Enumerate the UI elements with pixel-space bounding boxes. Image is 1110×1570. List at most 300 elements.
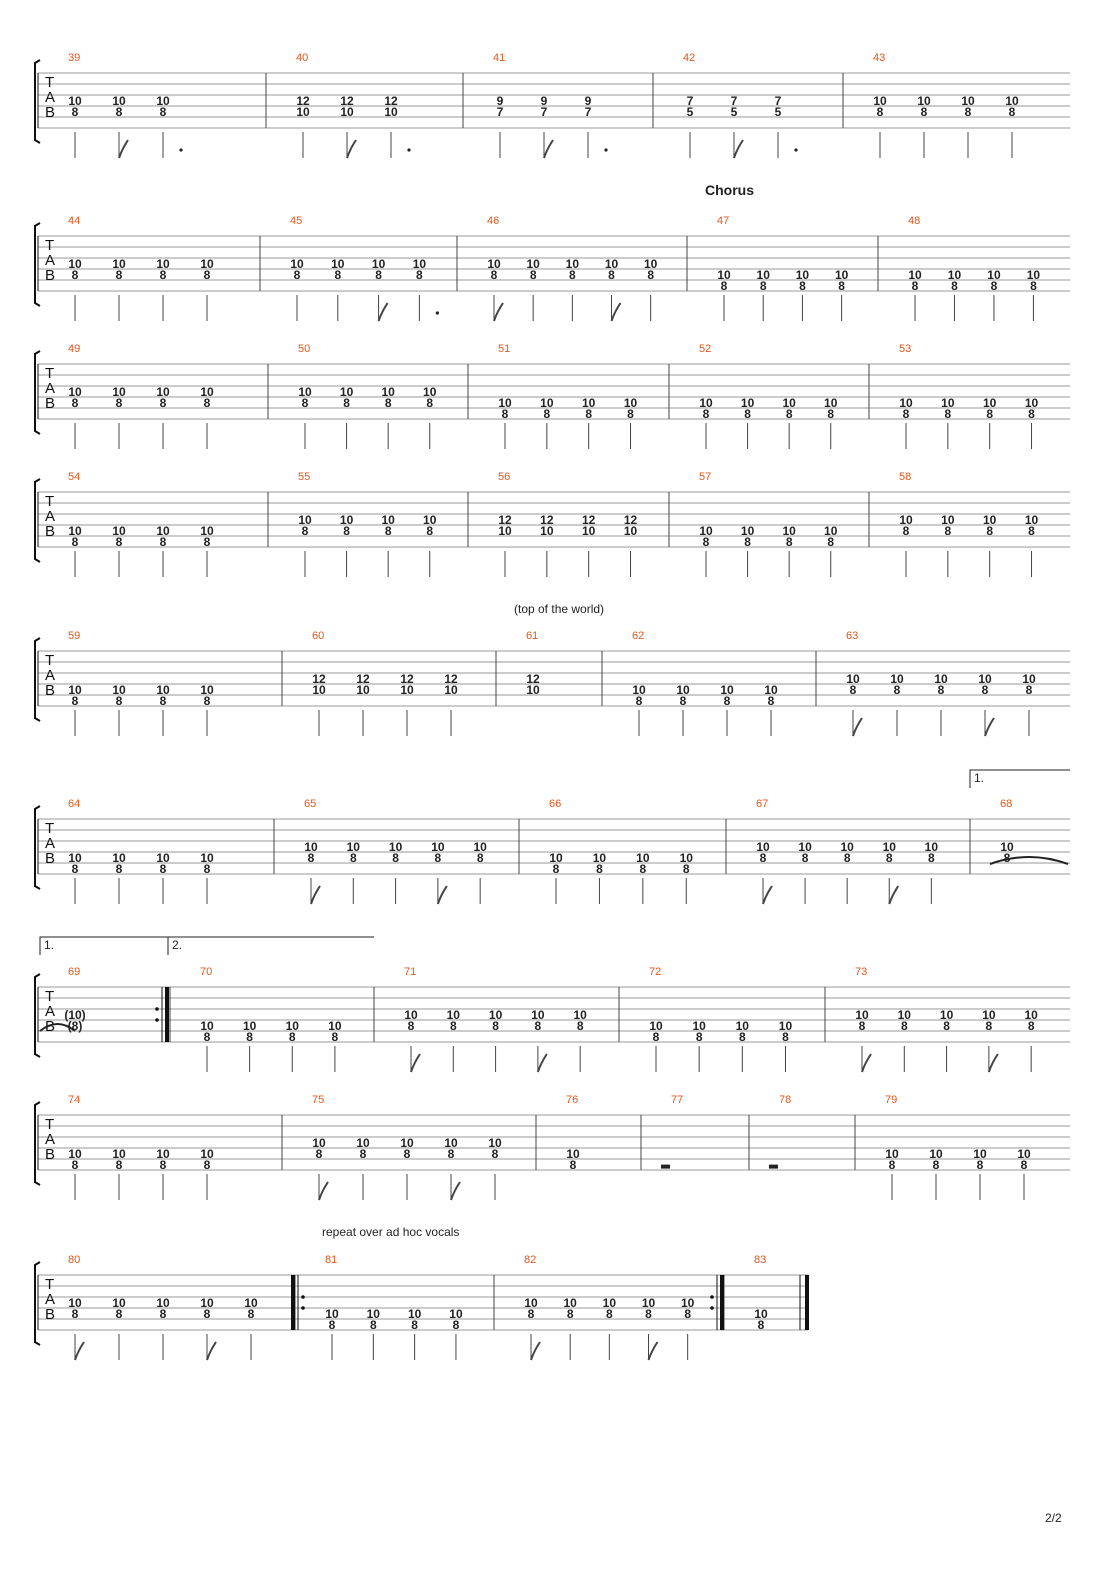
fret-number-upper: 12	[582, 512, 596, 527]
fret-number-lower: 8	[944, 523, 952, 538]
fret-number-upper: 12	[623, 512, 638, 527]
fret-number-lower: 8	[757, 1317, 765, 1332]
fret-number-lower: 8	[301, 395, 309, 410]
fret-number-lower: 8	[71, 534, 79, 549]
fret-number-upper: 10	[987, 267, 1001, 282]
fret-number-upper: 10	[298, 384, 312, 399]
fret-number-lower: 8	[552, 861, 560, 876]
fret-number-upper: 10	[524, 1295, 538, 1310]
fret-number-lower: 8	[627, 406, 634, 421]
measure-number: 53	[899, 343, 912, 355]
fret-number-upper: 10	[604, 256, 619, 271]
fret-number-upper: 7	[686, 93, 694, 108]
fret-number-lower: 8	[652, 1029, 660, 1044]
fret-number-upper: 10	[756, 839, 770, 854]
fret-number-lower: 8	[375, 267, 382, 282]
fret-number-upper: 10	[1024, 512, 1039, 527]
fret-number-lower: 8	[403, 1146, 411, 1161]
tab-clef-letter: T	[45, 237, 55, 254]
fret-number-lower: 10	[384, 104, 398, 119]
fret-number-lower: 10	[540, 523, 554, 538]
measure-number: 52	[699, 343, 712, 355]
tab-clef-letter: T	[45, 1116, 55, 1133]
fret-number-upper: 10	[431, 839, 445, 854]
eighth-flag	[985, 718, 994, 736]
measure-number: 42	[683, 52, 696, 64]
fret-number-upper: 10	[983, 512, 997, 527]
eighth-flag	[451, 1182, 460, 1200]
fret-number-upper: 10	[978, 671, 992, 686]
measure-number: 76	[566, 1094, 579, 1106]
fret-number-lower: 8	[888, 1157, 896, 1172]
fret-number-lower: 8	[944, 406, 952, 421]
eighth-flag	[379, 303, 388, 321]
fret-number-upper: 10	[563, 1295, 577, 1310]
fret-number-upper: 10	[939, 1007, 954, 1022]
staff-system	[35, 798, 1070, 904]
fret-number-upper: 10	[446, 1007, 460, 1022]
fret-number-upper: 10	[602, 1295, 617, 1310]
fret-number-upper: 10	[68, 1295, 82, 1310]
dot	[436, 311, 439, 314]
repeat-thick-bar	[165, 987, 169, 1042]
fret-number-upper: 10	[487, 256, 501, 271]
measure-number: 56	[498, 471, 511, 483]
staff-system	[35, 1094, 1070, 1200]
fret-number-upper: 10	[200, 256, 214, 271]
tab-clef-letter: B	[45, 267, 56, 284]
fret-number-lower: 8	[527, 1306, 535, 1321]
fret-number-lower: 8	[911, 278, 919, 293]
measure-number: 58	[899, 471, 912, 483]
fret-number-lower: 8	[759, 278, 767, 293]
fret-number-upper: 10	[1022, 671, 1036, 686]
fret-number-lower: 8	[902, 406, 910, 421]
eighth-flag	[531, 1342, 540, 1360]
tab-clef-letter: A	[45, 1003, 56, 1020]
fret-number-lower: (8)	[67, 1018, 83, 1033]
fret-number-upper: 10	[68, 256, 82, 271]
measure-number: 45	[290, 215, 303, 227]
measure-number: 39	[68, 52, 81, 64]
repeat-dot	[155, 1007, 159, 1011]
fret-number-lower: 8	[576, 1018, 584, 1033]
fret-number-lower: 8	[1003, 850, 1011, 865]
fret-number-lower: 8	[893, 682, 901, 697]
fret-number-upper: 10	[623, 395, 638, 410]
fret-number-lower: 8	[288, 1029, 296, 1044]
fret-number-lower: 8	[1020, 1157, 1028, 1172]
fret-number-lower: 8	[1028, 406, 1035, 421]
fret-number-upper: 10	[156, 1146, 170, 1161]
eighth-flag	[311, 886, 320, 904]
fret-number-lower: 8	[203, 395, 211, 410]
fret-number-upper: 10	[782, 395, 796, 410]
fret-number-lower: 8	[702, 534, 710, 549]
volta-label: 1.	[974, 771, 985, 785]
fret-number-upper: 10	[756, 267, 770, 282]
fret-number-upper: 10	[346, 839, 360, 854]
fret-number-lower: 8	[334, 267, 342, 282]
staff-system	[35, 52, 1070, 158]
fret-number-upper: 10	[632, 682, 646, 697]
measure-number: 68	[1000, 798, 1013, 810]
fret-number-upper: 10	[312, 1135, 326, 1150]
fret-number-lower: 8	[331, 1029, 339, 1044]
fret-number-upper: 10	[973, 1146, 987, 1161]
fret-number-lower: 8	[203, 693, 211, 708]
tab-clef-letter: T	[45, 493, 55, 510]
eighth-flag	[649, 1342, 658, 1360]
eighth-flag	[889, 886, 898, 904]
measure-number: 54	[68, 471, 81, 483]
fret-number-lower: 8	[246, 1029, 253, 1044]
fret-number-lower: 8	[543, 406, 551, 421]
fret-number-lower: 8	[115, 267, 123, 282]
fret-number-upper: 10	[339, 512, 354, 527]
fret-number-upper: 10	[156, 1295, 170, 1310]
fret-number-upper: 10	[699, 523, 713, 538]
fret-number-lower: 8	[159, 861, 167, 876]
tab-clef-letter: T	[45, 652, 55, 669]
fret-number-lower: 8	[203, 1306, 211, 1321]
fret-number-upper: 10	[778, 1018, 793, 1033]
fret-number-upper: 10	[200, 1018, 214, 1033]
fret-number-upper: 10	[498, 395, 512, 410]
fret-number-upper: 10	[488, 1135, 502, 1150]
fret-number-upper: 10	[982, 1007, 996, 1022]
measure-number: 77	[671, 1094, 684, 1106]
tab-clef-letter: A	[45, 252, 56, 269]
measure-number: 66	[549, 798, 562, 810]
fret-number-lower: 8	[1028, 523, 1035, 538]
fret-number-lower: 8	[71, 693, 79, 708]
fret-number-upper: 10	[473, 839, 487, 854]
fret-number-lower: 8	[849, 682, 857, 697]
fret-number-upper: 10	[540, 395, 554, 410]
measure-number: 55	[298, 471, 311, 483]
fret-number-lower: 8	[529, 267, 537, 282]
fret-number-lower: 8	[569, 1157, 577, 1172]
fret-number-upper: 10	[929, 1146, 943, 1161]
measure-number: 75	[312, 1094, 325, 1106]
measure-number: 51	[498, 343, 511, 355]
eighth-flag	[763, 886, 772, 904]
fret-number-lower: 8	[937, 682, 945, 697]
fret-number-lower: 8	[534, 1018, 542, 1033]
fret-number-lower: 8	[596, 861, 603, 876]
fret-number-upper: 10	[1024, 395, 1039, 410]
staff-system	[35, 343, 1070, 449]
fret-number-lower: 8	[159, 395, 167, 410]
fret-number-upper: 10	[400, 1135, 414, 1150]
fret-number-upper: 10	[156, 93, 170, 108]
volta-bracket	[40, 937, 168, 955]
measure-number: 44	[68, 215, 81, 227]
measure-number: 64	[68, 798, 81, 810]
fret-number-lower: 10	[400, 682, 414, 697]
fret-number-lower: 8	[568, 267, 576, 282]
staff-system	[35, 630, 1070, 736]
fret-number-lower: 8	[115, 693, 123, 708]
staff-systems	[35, 52, 1070, 1360]
fret-number-upper: 12	[384, 93, 398, 108]
tab-clef-letter: B	[45, 104, 56, 121]
fret-number-lower: 5	[686, 104, 694, 119]
dot	[604, 148, 607, 151]
fret-number-upper: 10	[200, 523, 214, 538]
fret-number-upper: 10	[242, 1018, 257, 1033]
measure-number: 49	[68, 343, 81, 355]
fret-number-lower: 8	[858, 1018, 866, 1033]
fret-number-lower: 7	[584, 104, 592, 119]
fret-number-lower: 10	[498, 523, 512, 538]
fret-number-upper: 10	[764, 682, 778, 697]
fret-number-upper: 10	[840, 839, 854, 854]
fret-number-lower: 8	[605, 1306, 613, 1321]
fret-number-upper: 12	[540, 512, 554, 527]
tab-clef-letter: T	[45, 820, 55, 837]
fret-number-lower: 8	[695, 1029, 703, 1044]
repeat-thick-bar	[291, 1275, 295, 1330]
eighth-flag	[862, 1054, 871, 1072]
fret-number-upper: 12	[444, 671, 458, 686]
fret-number-lower: 8	[159, 104, 167, 119]
fret-number-lower: 8	[684, 1306, 692, 1321]
fret-number-upper: 10	[641, 1295, 656, 1310]
fret-number-upper: 10	[156, 384, 170, 399]
fret-number-lower: 8	[843, 850, 851, 865]
fret-number-lower: 8	[720, 278, 728, 293]
fret-number-upper: 10	[423, 384, 437, 399]
fret-number-lower: 8	[315, 1146, 323, 1161]
fret-number-lower: 8	[767, 693, 775, 708]
fret-number-upper: 10	[381, 384, 395, 399]
eighth-flag	[734, 140, 743, 158]
fret-number-upper: 10	[200, 1295, 214, 1310]
fret-number-upper: 10	[934, 671, 948, 686]
fret-number-lower: 5	[774, 104, 782, 119]
fret-number-lower: 8	[203, 267, 211, 282]
fret-number-upper: 10	[899, 395, 913, 410]
fret-number-lower: 8	[682, 861, 690, 876]
rest-bar-glyph	[661, 1165, 670, 1169]
fret-number-upper: 10	[961, 93, 975, 108]
fret-number-upper: 10	[720, 682, 734, 697]
measure-number: 43	[873, 52, 886, 64]
fret-number-lower: 8	[876, 104, 884, 119]
fret-number-upper: 10	[649, 1018, 663, 1033]
fret-number-lower: 8	[1025, 682, 1033, 697]
fret-number-lower: 8	[411, 1317, 418, 1332]
fret-number-lower: 8	[986, 523, 994, 538]
fret-number-upper: 10	[156, 523, 170, 538]
eighth-flag	[119, 140, 128, 158]
tab-clef-letter: A	[45, 835, 56, 852]
fret-number-lower: 8	[293, 267, 301, 282]
fret-number-upper: 10	[325, 1306, 339, 1321]
repeat-vocals-annotation: repeat over ad hoc vocals	[322, 1225, 460, 1239]
fret-number-upper: 10	[112, 384, 126, 399]
fret-number-upper: 10	[636, 850, 650, 865]
fret-number-upper: 10	[754, 1306, 768, 1321]
fret-number-lower: 8	[738, 1029, 746, 1044]
fret-number-upper: 10	[328, 1018, 342, 1033]
fret-number-lower: 8	[359, 1146, 367, 1161]
volta-bracket	[970, 770, 1070, 788]
eighth-flag	[612, 303, 621, 321]
fret-number-upper: 10	[983, 395, 997, 410]
fret-number-upper: 10	[908, 267, 922, 282]
fret-number-upper: 10	[388, 839, 403, 854]
tab-clef-letter: B	[45, 1306, 56, 1323]
fret-number-lower: 8	[159, 534, 167, 549]
fret-number-lower: 8	[951, 278, 958, 293]
fret-number-lower: 10	[296, 104, 310, 119]
fret-number-lower: 8	[343, 395, 350, 410]
fret-number-upper: 10	[381, 512, 395, 527]
fret-number-lower: 10	[582, 523, 596, 538]
tab-clef-letter: A	[45, 380, 56, 397]
tab-clef-letter: A	[45, 1131, 56, 1148]
eighth-flag	[494, 303, 503, 321]
fret-number-upper: 12	[526, 671, 540, 686]
fret-number-upper: 10	[156, 682, 170, 697]
fret-number-lower: 10	[623, 523, 638, 538]
fret-number-lower: 8	[759, 850, 767, 865]
fret-number-lower: 8	[1027, 1018, 1035, 1033]
repeat-thick-bar	[720, 1275, 724, 1330]
fret-number-lower: 8	[744, 534, 751, 549]
measure-number: 48	[908, 215, 921, 227]
fret-number-lower: 8	[838, 278, 845, 293]
fret-number-lower: 8	[492, 1018, 499, 1033]
fret-number-upper: 10	[112, 682, 126, 697]
measure-number: 62	[632, 630, 645, 642]
fret-number-lower: 8	[384, 523, 392, 538]
fret-number-upper: 10	[200, 384, 214, 399]
tab-clef-letter: A	[45, 508, 56, 525]
tab-clef-letter: T	[45, 365, 55, 382]
fret-number-lower: 8	[407, 1018, 415, 1033]
measure-number: 50	[298, 343, 311, 355]
fret-number-upper: 10	[740, 395, 755, 410]
fret-number-upper: 10	[331, 256, 345, 271]
fret-number-lower: 8	[71, 1306, 79, 1321]
fret-number-lower: 8	[247, 1306, 255, 1321]
fret-number-upper: 10	[285, 1018, 299, 1033]
measure-number: 60	[312, 630, 325, 642]
dot	[179, 148, 182, 151]
fret-number-upper: 10	[68, 850, 82, 865]
repeat-sign	[155, 987, 169, 1042]
fret-number-lower: 8	[416, 267, 423, 282]
measure-number: 74	[68, 1094, 81, 1106]
fret-number-upper: 9	[496, 93, 504, 108]
measure-number: 70	[200, 966, 213, 978]
fret-number-lower: 8	[328, 1317, 336, 1332]
fret-number-upper: 12	[356, 671, 370, 686]
fret-number-upper: 10	[679, 850, 693, 865]
fret-number-upper: 10	[1005, 93, 1019, 108]
chorus-section-label: Chorus	[705, 182, 754, 198]
fret-number-lower: 8	[71, 395, 79, 410]
fret-number-lower: 8	[927, 850, 935, 865]
fret-number-lower: 8	[203, 534, 211, 549]
fret-number-upper: 10	[298, 512, 312, 527]
fret-number-upper: 10	[112, 1146, 126, 1161]
fret-number-upper: 10	[717, 267, 731, 282]
repeat-dot	[301, 1295, 305, 1299]
fret-number-upper: 10	[1017, 1146, 1031, 1161]
fret-number-upper: 10	[1024, 1007, 1038, 1022]
fret-number-lower: 8	[203, 861, 211, 876]
fret-number-upper: 10	[592, 850, 607, 865]
fret-number-upper: 10	[356, 1135, 370, 1150]
measure-number: 57	[699, 471, 712, 483]
fret-number-upper: 10	[449, 1306, 463, 1321]
fret-number-upper: 10	[873, 93, 887, 108]
fret-number-lower: 8	[343, 523, 350, 538]
fret-number-upper: 10	[112, 256, 126, 271]
tab-clef-letter: A	[45, 1291, 56, 1308]
volta-bracket	[168, 937, 374, 955]
top-of-world-annotation: (top of the world)	[514, 602, 605, 616]
fret-number-upper: 10	[444, 1135, 458, 1150]
fret-number-upper: 10	[899, 512, 913, 527]
fret-number-upper: (10)	[64, 1007, 86, 1022]
tab-clef-letter: T	[45, 1276, 55, 1293]
fret-number-lower: 8	[449, 1018, 457, 1033]
final-barline-thick	[805, 1275, 809, 1330]
eighth-flag	[75, 1342, 84, 1360]
fret-number-upper: 10	[549, 850, 563, 865]
fret-number-upper: 10	[917, 93, 931, 108]
fret-number-lower: 8	[384, 395, 392, 410]
fret-number-lower: 8	[490, 267, 498, 282]
fret-number-upper: 10	[200, 1146, 214, 1161]
measure-number: 73	[855, 966, 868, 978]
fret-number-lower: 7	[540, 104, 548, 119]
fret-number-lower: 8	[71, 861, 79, 876]
fret-number-lower: 8	[932, 1157, 940, 1172]
eighth-flag	[347, 140, 356, 158]
fret-number-lower: 8	[920, 104, 928, 119]
measure-number: 61	[526, 630, 539, 642]
fret-number-lower: 8	[639, 861, 647, 876]
fret-number-upper: 10	[112, 93, 126, 108]
fret-number-upper: 10	[68, 682, 82, 697]
fret-number-upper: 10	[924, 839, 939, 854]
fret-number-upper: 9	[540, 93, 548, 108]
fret-number-lower: 7	[496, 104, 504, 119]
fret-number-upper: 10	[290, 256, 304, 271]
fret-number-lower: 8	[426, 523, 434, 538]
fret-number-lower: 8	[203, 1029, 211, 1044]
measure-number: 40	[296, 52, 309, 64]
fret-number-upper: 9	[584, 93, 592, 108]
fret-number-upper: 10	[890, 671, 904, 686]
fret-number-lower: 8	[349, 850, 357, 865]
staff-system	[35, 966, 1070, 1072]
measure-number: 81	[325, 1254, 338, 1266]
measure-number: 65	[304, 798, 317, 810]
fret-number-upper: 10	[735, 1018, 749, 1033]
fret-number-lower: 8	[608, 267, 615, 282]
repeat-dot	[710, 1306, 714, 1310]
fret-number-lower: 8	[635, 693, 643, 708]
fret-number-upper: 10	[565, 256, 580, 271]
